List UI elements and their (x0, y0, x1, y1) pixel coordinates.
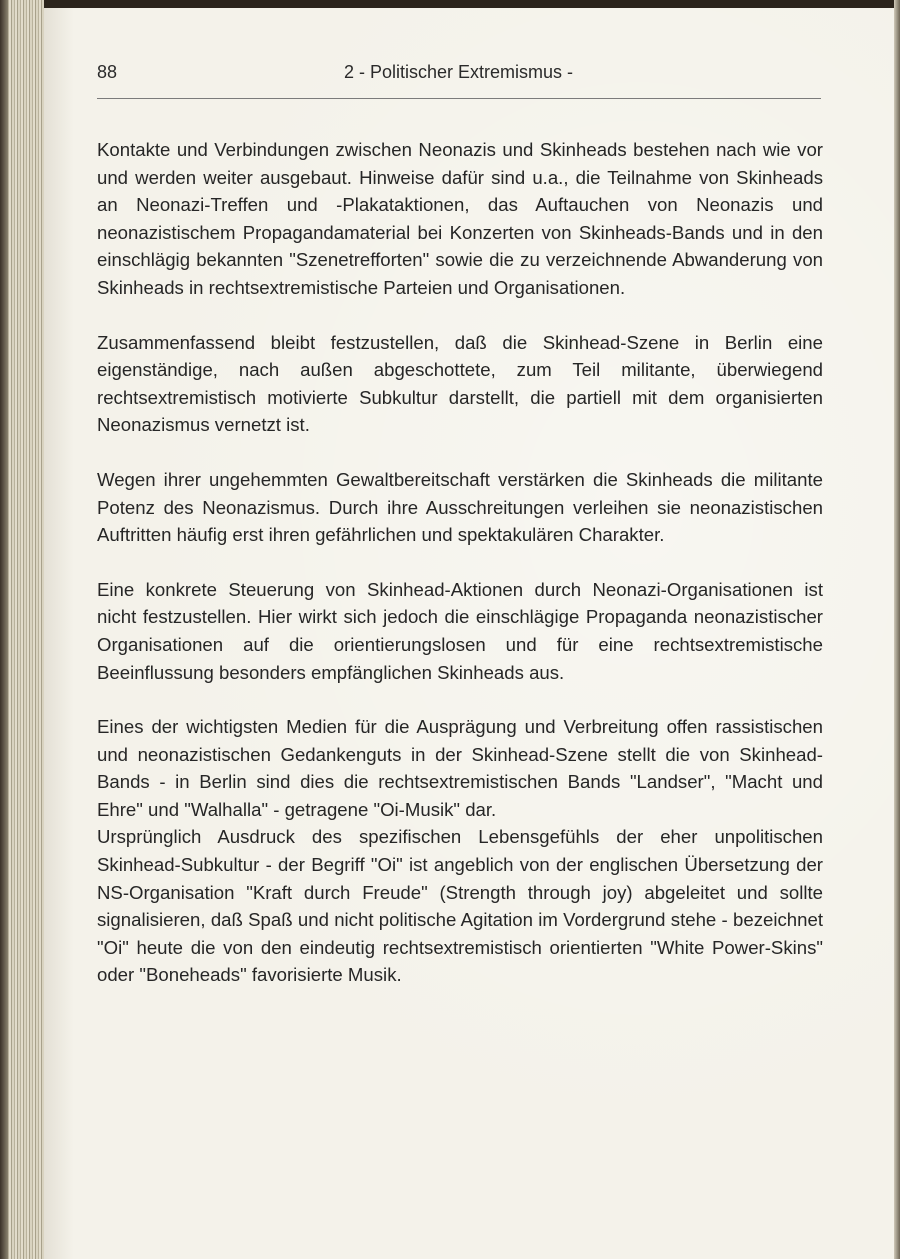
book-spine-shadow (0, 0, 8, 1259)
scan-right-border (894, 0, 900, 1259)
page-number: 88 (97, 62, 118, 82)
page-header (97, 62, 821, 86)
header-divider (97, 98, 821, 99)
paragraph-4: Eine konkrete Steuerung von Skinhead-Aktionen durch Neonazi-Organisationen ist nicht festzustellen. Hier wirkt sich jedoch die einschlägige Propaganda neonazistischer Organisationen auf die orientierungslosen und für eine rechtsextremistische Beeinflussung besonders empfänglichen Skinheads aus. (97, 578, 823, 683)
paragraph-6: Ursprünglich Ausdruck des spezifischen Lebensgefühls der eher unpolitischen Skinhead-Subkultur - der Begriff "Oi" ist angeblich von der englischen Übersetzung der NS-Organisation "Kraft durch Freude" (Strength through joy) abgeleitet und sollte signalisieren, daß Spaß und nicht politische Agitation im Vordergrund stehe - bezeichnet "Oi" heute die von den eindeutig rechtsextremistisch orientierten "White Power-Skins" oder "Boneheads" favorisierte Musik. (97, 826, 823, 986)
chapter-title: 2 - Politischer Extremismus - (344, 62, 574, 82)
scan-top-border (0, 0, 900, 8)
paragraph-1: Kontakte und Verbindungen zwischen Neonazis und Skinheads bestehen nach wie vor und werden weiter ausgebaut. Hinweise dafür sind u.a., die Teilnahme von Skinheads an Neonazi-Treffen und -Plakataktionen, das Auftauchen von Neonazis und neonazistischem Propagandamaterial bei Konzerten von Skinheads-Bands und in den einschlägig bekannten "Szenetrefforten" sowie die zu verzeichnende Abwanderung von Skinheads in rechtsextremistische Parteien und Organisationen. (97, 139, 823, 298)
paragraph-2: Zusammenfassend bleibt festzustellen, daß die Skinhead-Szene in Berlin eine eigenständige, nach außen abgeschottete, zum Teil militante, überwiegend rechtsextremistisch motivierte Subkultur darstellt, die partiell mit dem organisierten Neonazismus vernetzt ist. (97, 331, 823, 436)
body-text (97, 136, 823, 1016)
paragraph-5: Eines der wichtigsten Medien für die Ausprägung und Verbreitung offen rassistischen und neonazistischen Gedankenguts in der Skinhead-Szene stellt die von Skinhead-Bands - in Berlin sind dies die rechtsextremistischen Bands "Landser", "Macht und Ehre" und "Walhalla" - getragene "Oi-Musik" dar. (97, 716, 823, 820)
paragraph-3: Wegen ihrer ungehemmten Gewaltbereitschaft verstärken die Skinheads die militante Potenz des Neonazismus. Durch ihre Ausschreitungen verleihen sie neonazistischen Auftritten häufig erst ihren gefährlichen und spektakulären Charakter. (97, 468, 823, 546)
